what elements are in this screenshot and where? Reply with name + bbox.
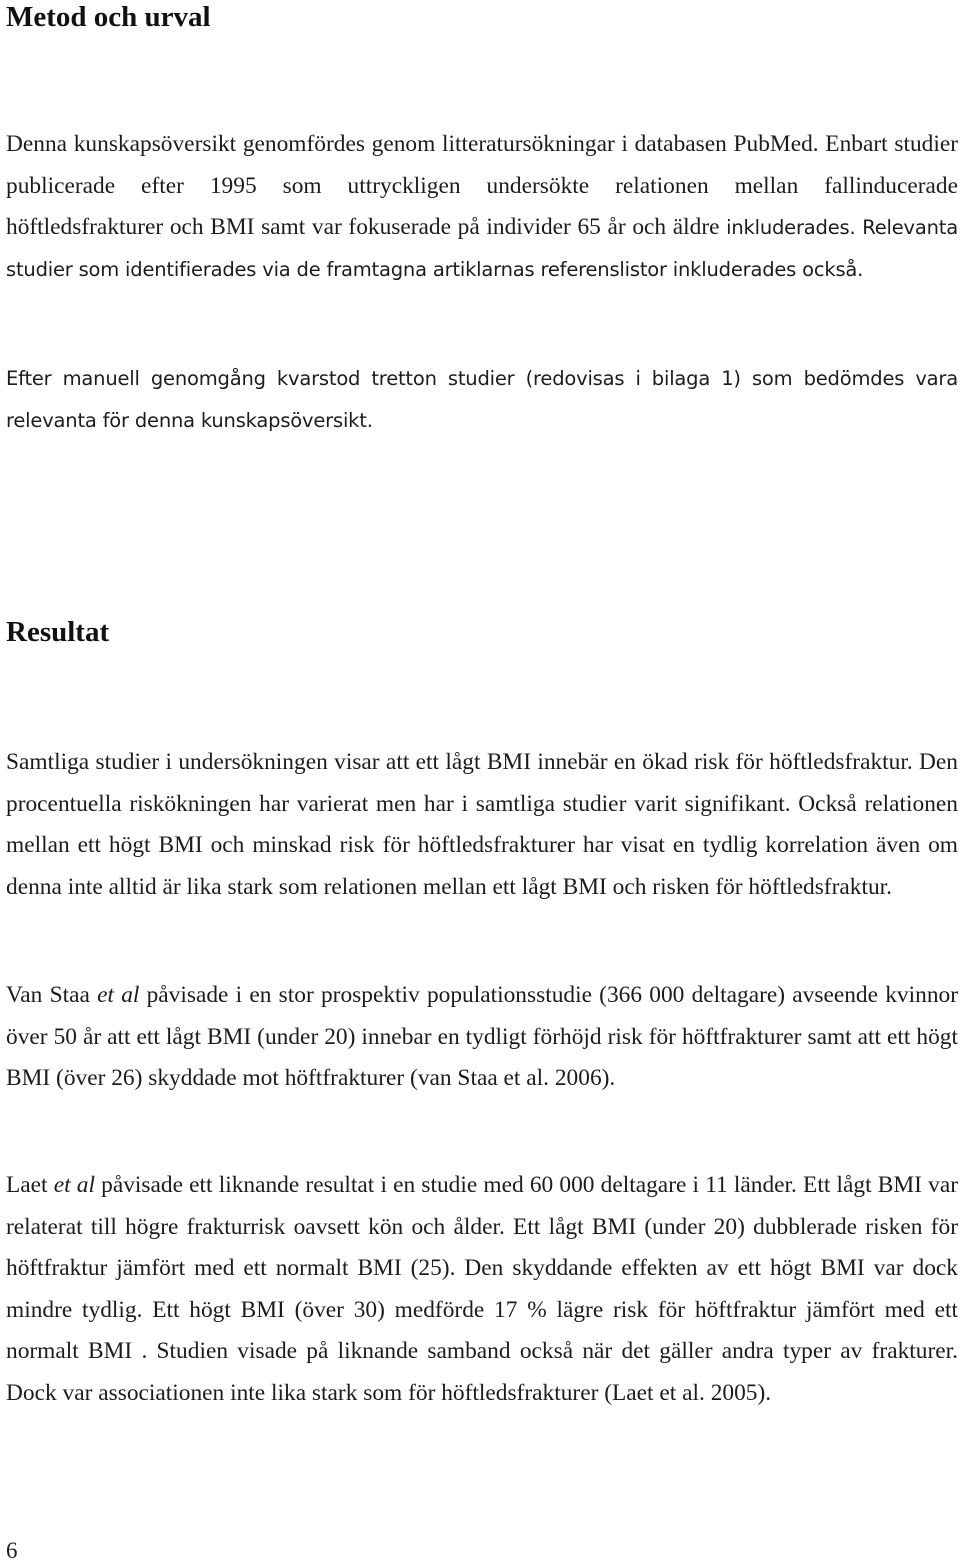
resultat-paragraph-1: Samtliga studier i undersökningen visar att ett lågt BMI innebär en ökad risk för höftledsfraktur. Den procentuella riskökningen har varierat men har i samtliga studier varit signifikant. Också relationen mellan ett högt BMI och minskad risk för höftledsfrakturer har visat en tydlig korrelation även om denna inte alltid är lika stark som relationen mellan ett lågt BMI och risken för höftledsfraktur. <box>6 749 958 900</box>
page-number: 6 <box>6 1538 18 1563</box>
metod-paragraph-1-text: Denna kunskapsöversikt genomfördes genom litteratursökningar i databasen PubMed. Enbart studier publicerade efter 1995 som uttryckligen undersökte relationen mellan fallinducerade höftledsfrakturer och BMI samt var fokuserade på individer 65 år och äldre <box>6 131 958 241</box>
resultat-paragraph-3-text: påvisade ett liknande resultat i en studie med 60 000 deltagare i 11 länder. Ett lågt BMI var relaterat till högre frakturrisk oavsett kön och ålder. Ett lågt BMI (under 20) dubblerade risken för höftfraktur jämfört med ett normalt BMI (25). Den skyddande effekten av ett högt BMI var dock mindre tydlig. Ett högt BMI (över 30) medförde 17 % lägre risk för höftfraktur jämfört med ett normalt BMI . Studien visade på liknande samband också när det gäller andra typer av frakturer. Dock var associationen inte lika stark som för höftledsfrakturer (Laet et al. 2005). <box>6 1172 958 1406</box>
metod-paragraph-2-text: Efter manuell genomgång kvarstod tretton studier (redovisas i bilaga 1) som bedömdes vara relevanta för denna kunskapsöversikt. <box>6 367 958 432</box>
resultat-paragraph-2 <box>6 975 958 1100</box>
section-heading-resultat: Resultat <box>6 616 110 648</box>
resultat-paragraph-3-author: Laet <box>6 1172 54 1198</box>
resultat-paragraph-2-et-al: et al <box>97 982 140 1008</box>
resultat-paragraph-2-text: påvisade i en stor prospektiv populationsstudie (366 000 deltagare) avseende kvinnor över 50 år att ett lågt BMI (under 20) innebar en tydligt förhöjd risk för höftfrakturer samt att ett högt BMI (över 26) skyddade mot höftfrakturer (van Staa et al. 2006). <box>6 982 958 1092</box>
metod-paragraph-2 <box>6 358 958 441</box>
resultat-paragraph-2-author: Van Staa <box>6 982 98 1008</box>
resultat-paragraph-3 <box>6 1165 958 1415</box>
section-heading-metod: Metod och urval <box>6 1 211 33</box>
metod-paragraph-1-text-sans: inkluderades. Relevanta studier som identifierades via de framtagna artiklarnas referenslistor inkluderades också. <box>6 216 958 281</box>
resultat-paragraph-3-et-al: et al <box>53 1172 95 1198</box>
metod-paragraph-1 <box>6 124 958 290</box>
